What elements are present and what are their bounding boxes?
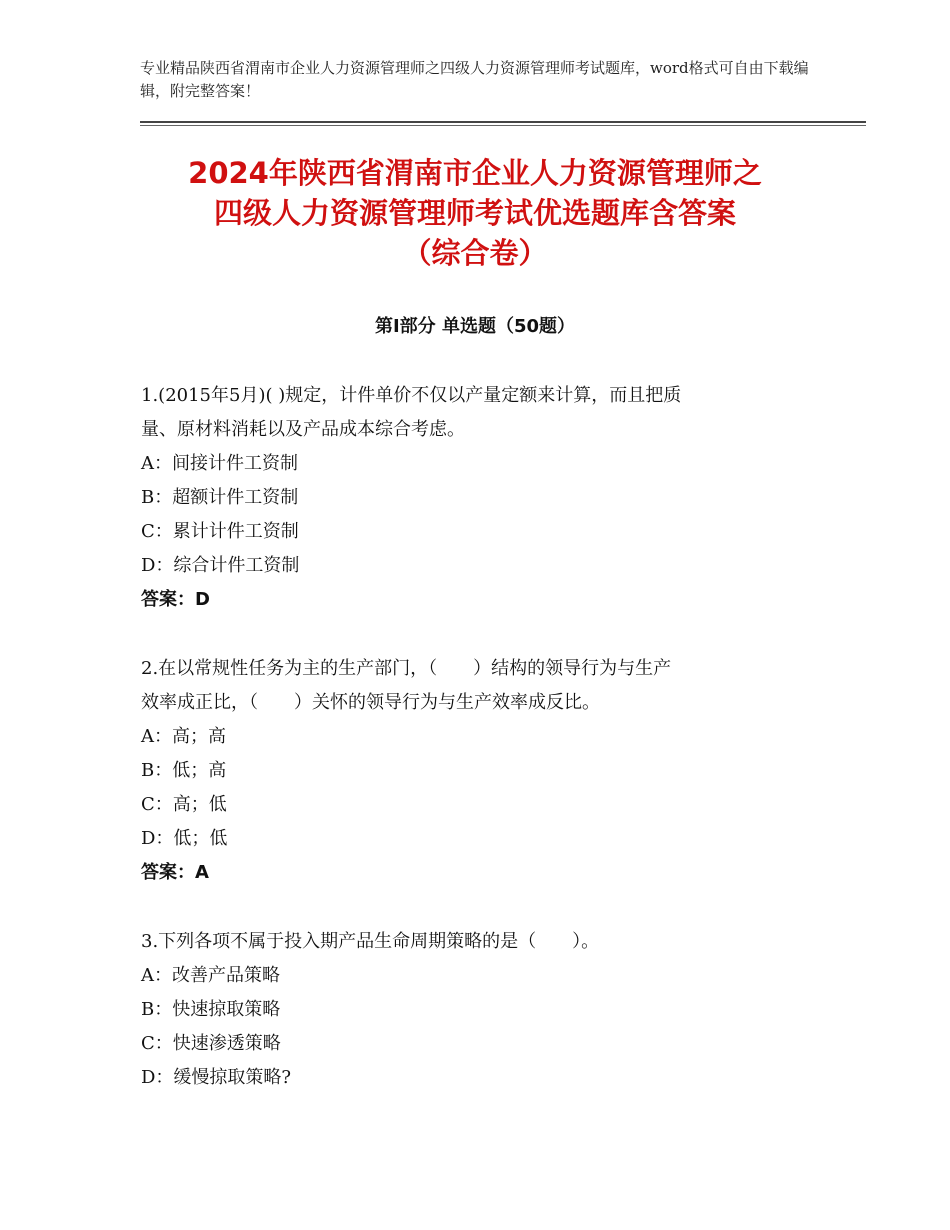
option-d: D：综合计件工资制: [141, 555, 300, 576]
question-text: [141, 652, 821, 720]
question-line: 量、原材料消耗以及产品成本综合考虑。: [141, 419, 465, 440]
question-line: 3.下列各项不属于投入期产品生命周期策略的是（ ）。: [141, 931, 600, 952]
option-a: A：间接计件工资制: [141, 453, 298, 474]
question-2: [141, 652, 821, 890]
option-c: C：高；低: [141, 794, 227, 815]
header-divider-thin: [140, 125, 866, 126]
option-a: A：高；高: [141, 726, 226, 747]
answer: 答案：A: [141, 862, 209, 883]
option-c: C：累计计件工资制: [141, 521, 299, 542]
section-heading: 第Ⅰ部分 单选题（50题）: [374, 316, 575, 337]
header-divider: [140, 121, 866, 123]
document-title: [100, 153, 850, 273]
question-text: [141, 379, 821, 447]
title-line-2: 四级人力资源管理师考试优选题库含答案: [213, 196, 736, 230]
option-d: D：低；低: [141, 828, 228, 849]
question-3: [141, 925, 821, 1095]
question-line: 2.在以常规性任务为主的生产部门，（ ）结构的领导行为与生产: [141, 658, 672, 679]
question-text: [141, 925, 821, 959]
option-b: B：低；高: [141, 760, 227, 781]
question-line: 效率成正比，（ ）关怀的领导行为与生产效率成反比。: [141, 692, 600, 713]
option-d: D：缓慢掠取策略?: [141, 1067, 292, 1088]
header-note: 专业精品陕西省渭南市企业人力资源管理师之四级人力资源管理师考试题库，word格式可自由下载编辑，附完整答案！: [140, 59, 809, 100]
question-line: 1.(2015年5月)( )规定，计件单价不仅以产量定额来计算，而且把质: [141, 385, 682, 406]
question-1: [141, 379, 821, 617]
title-line-1: 2024年陕西省渭南市企业人力资源管理师之: [188, 156, 762, 190]
answer: 答案：D: [141, 589, 210, 610]
title-line-3: （综合卷）: [402, 236, 548, 270]
option-b: B：快速掠取策略: [141, 999, 281, 1020]
option-a: A：改善产品策略: [141, 965, 280, 986]
option-b: B：超额计件工资制: [141, 487, 299, 508]
option-c: C：快速渗透策略: [141, 1033, 281, 1054]
